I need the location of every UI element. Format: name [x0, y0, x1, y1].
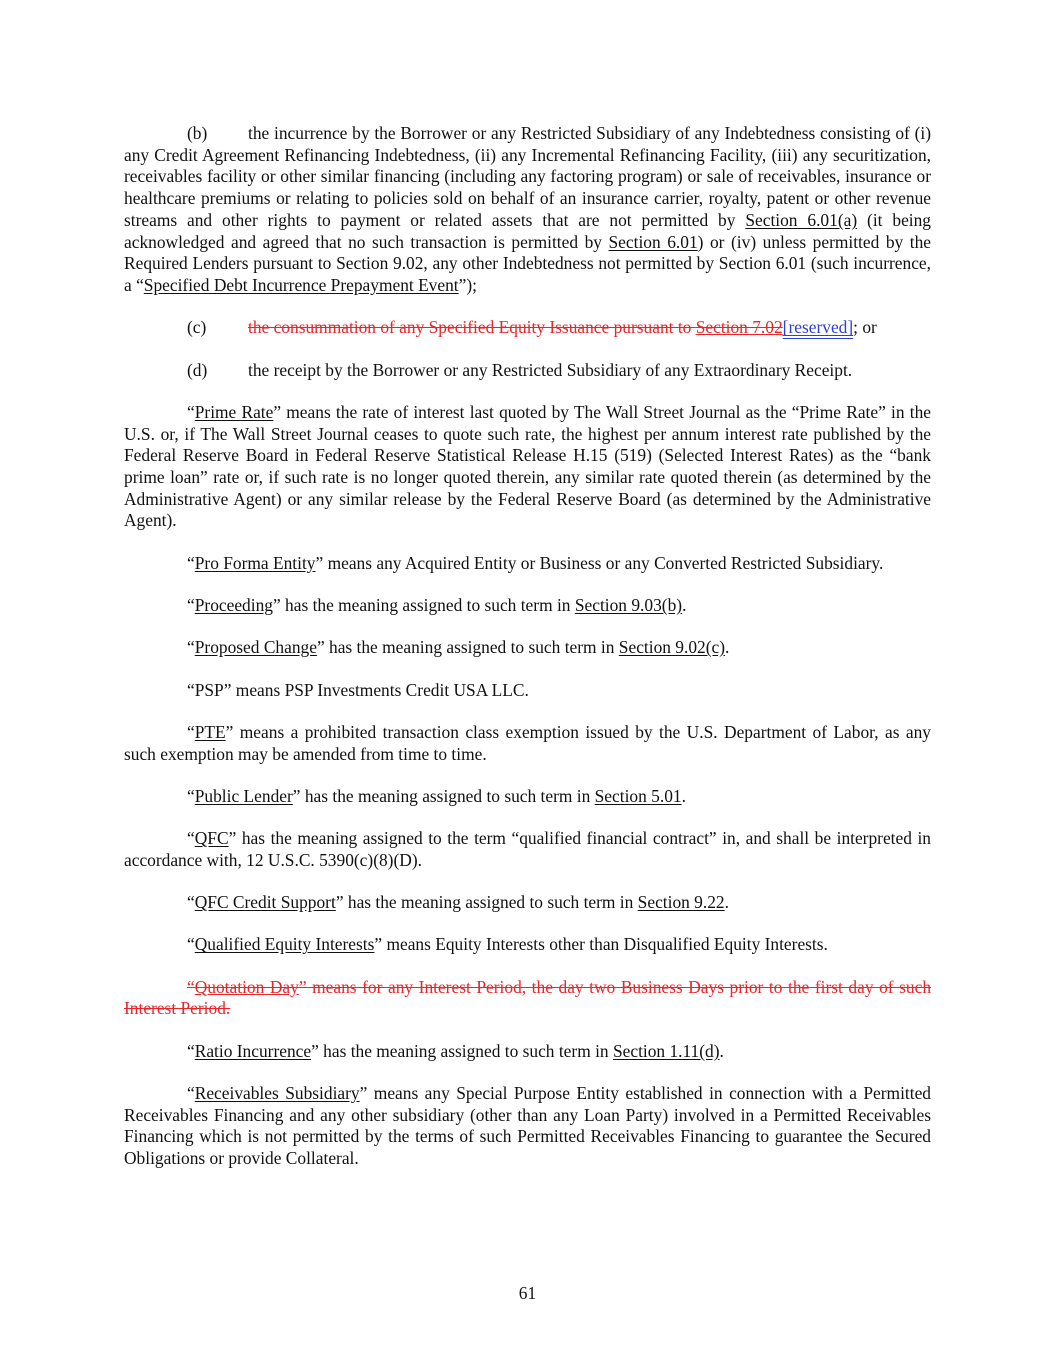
- text-run: ” has the meaning assigned to such term in: [316, 637, 619, 658]
- deleted-text: ” means for any Interest Period, the day two Business Days prior to the first day of such Interest Period.: [124, 976, 932, 1019]
- text-run: “: [187, 401, 195, 422]
- defined-term-reference: Section 5.01: [594, 785, 682, 806]
- text-run: “: [187, 721, 195, 742]
- text-run: ; or: [853, 317, 877, 338]
- document-body: [124, 123, 931, 1190]
- text-run: ” means Equity Interests other than Disqualified Equity Interests.: [374, 934, 828, 955]
- clause-label: (b): [187, 123, 208, 143]
- definition-paragraph: [124, 553, 931, 575]
- defined-term-reference: Section 1.11(d): [612, 1040, 720, 1061]
- definition-paragraph: [124, 637, 931, 659]
- deleted-reference: Section 7.02: [695, 317, 783, 338]
- text-run: ” means a prohibited transaction class exemption issued by the U.S. Department of Labor, as any such exemption may be amended from time to time.: [124, 721, 931, 764]
- text-run: .: [724, 892, 729, 913]
- text-run: ” has the meaning assigned to such term in: [311, 1040, 613, 1061]
- defined-term-reference: Proceeding: [194, 594, 273, 615]
- defined-term-reference: Public Lender: [194, 785, 293, 806]
- text-run: ” means any Acquired Entity or Business or any Converted Restricted Subsidiary.: [315, 552, 884, 573]
- defined-term-reference: Section 9.03(b): [574, 594, 683, 615]
- definition-paragraph: [124, 722, 931, 765]
- defined-term-reference: Specified Debt Incurrence Prepayment Event: [143, 274, 459, 295]
- defined-term-reference: Prime Rate: [194, 401, 274, 422]
- text-run: “: [187, 1083, 195, 1103]
- text-run: ” has the meaning assigned to the term “qualified financial contract” in, and shall be interpreted in accordance with, 12 U.S.C. 5390(c)(8)(D).: [124, 828, 931, 870]
- definition-paragraph: [124, 680, 931, 702]
- defined-term-reference: Proposed Change: [194, 637, 317, 658]
- definition-paragraph: [124, 402, 931, 532]
- text-run: ) or (iv) unless permitted by the Required Lenders pursuant to Section 9.02, any other Indebtedness not permitted by Section 6.01 (such incurrence, a “: [124, 231, 932, 295]
- clause-label: (d): [187, 359, 208, 380]
- definition-paragraph: [124, 828, 931, 871]
- defined-term-reference: PTE: [194, 721, 226, 742]
- text-run: ” means any Special Purpose Entity established in connection with a Permitted Receivables Financing and any other subsidiary (other than any Loan Party) involved in a Permitted Receivables Financing which is not permitted by the terms of such Permitted Receivables Financing to guarantee the Secured Obligations or provide Collateral.: [124, 1083, 931, 1169]
- defined-term-reference: Ratio Incurrence: [194, 1040, 312, 1061]
- clause-paragraph: [124, 123, 931, 297]
- definition-paragraph: [124, 892, 931, 914]
- text-run: “: [187, 552, 195, 573]
- text-run: (it being acknowledged and agreed that no such transaction is permitted by: [124, 209, 932, 252]
- text-run: “: [187, 637, 195, 658]
- text-run: ” means the rate of interest last quoted by The Wall Street Journal as the “Prime Rate” in the U.S. or, if The Wall Street Journal ceases to quote such rate, the highest per annum interest rate published by the Federal Reserve Board in Federal Reserve Statistical Release H.15 (519) (Selected Interest Rates) as the “bank prime loan” rate or, if such rate is no longer quoted therein, any similar rate quoted therein (as determined by the Administrative Agent) or any similar release by the Federal Reserve Board (as determined by the Administrative Agent).: [124, 401, 931, 531]
- deleted-text: the consummation of any Specified Equity Issuance pursuant to: [248, 317, 696, 338]
- text-run: .: [719, 1040, 724, 1061]
- text-run: “: [187, 785, 195, 806]
- text-run: ” has the meaning assigned to such term in: [335, 892, 638, 913]
- deleted-reference: Quotation Day: [194, 976, 299, 997]
- text-run: “: [187, 1040, 195, 1061]
- defined-term-reference: QFC Credit Support: [194, 892, 336, 913]
- defined-term-reference: Section 9.22: [637, 892, 725, 913]
- definition-paragraph: [124, 977, 931, 1020]
- deleted-text: “: [187, 976, 195, 997]
- text-run: “: [187, 934, 195, 955]
- definition-paragraph: [124, 1041, 931, 1063]
- clause-paragraph: [124, 317, 931, 339]
- text-run: “: [187, 828, 195, 849]
- defined-term-reference: Section 6.01(a): [745, 209, 858, 230]
- definition-paragraph: [124, 786, 931, 808]
- text-run: ” has the meaning assigned to such term in: [292, 785, 595, 806]
- text-run: .: [682, 594, 687, 615]
- text-run: .: [725, 637, 730, 658]
- defined-term-reference: Section 6.01: [608, 231, 698, 252]
- text-run: ”);: [458, 274, 477, 295]
- defined-term-reference: Qualified Equity Interests: [194, 934, 375, 955]
- defined-term-reference: Section 9.02(c): [618, 637, 726, 658]
- inserted-text: [reserved]: [782, 317, 854, 338]
- page-number: 61: [518, 1283, 537, 1303]
- text-run: .: [681, 785, 686, 806]
- text-run: “: [187, 594, 195, 615]
- text-run: “: [187, 892, 195, 913]
- clause-paragraph: [124, 360, 931, 382]
- defined-term-reference: Pro Forma Entity: [194, 552, 316, 573]
- defined-term-reference: QFC: [194, 828, 229, 849]
- text-run: ” has the meaning assigned to such term in: [272, 594, 575, 615]
- text-run: “PSP” means PSP Investments Credit USA LLC.: [187, 679, 529, 700]
- clause-label: (c): [187, 317, 207, 338]
- definition-paragraph: [124, 1083, 931, 1170]
- defined-term-reference: Receivables Subsidiary: [194, 1083, 360, 1103]
- definition-paragraph: [124, 595, 931, 617]
- text-run: the incurrence by the Borrower or any Restricted Subsidiary of any Indebtedness consisting of (i) any Credit Agreement Refinancing Indebtedness, (ii) any Incremental Refinancing Facility, (iii) any securitization, receivables facility or other similar financing (including any factoring program) or sale of receivables, insurance or healthcare premiums or relating to policies sold on behalf of an insurance carrier, royalty, patent or other revenue streams and other rights to payment or related assets that are not permitted by: [124, 123, 931, 230]
- text-run: the receipt by the Borrower or any Restricted Subsidiary of any Extraordinary Receipt.: [248, 359, 853, 380]
- definition-paragraph: [124, 934, 931, 956]
